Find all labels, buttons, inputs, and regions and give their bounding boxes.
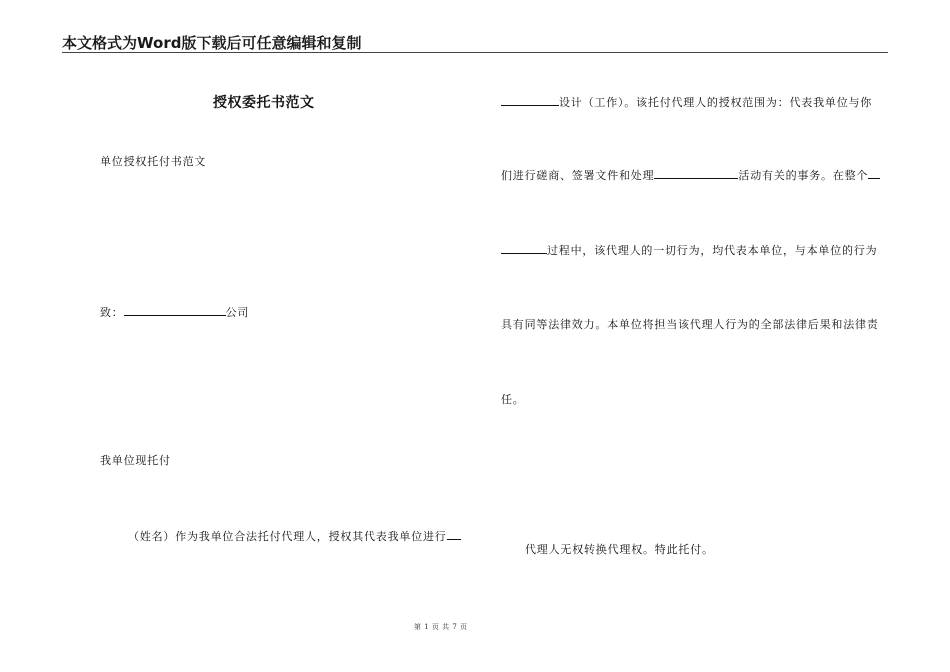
header-divider (62, 52, 888, 53)
scope-line-3-text: 过程中，该代理人的一切行为，均代表本单位，与本单位的行为 (547, 244, 878, 257)
scope-line-1-text: 设计（工作）。该托付代理人的授权范围为：代表我单位与你 (559, 96, 873, 109)
page-number: 第 1 页 共 7 页 (414, 623, 468, 631)
agent-line-text: （姓名）作为我单位合法托付代理人，授权其代表我单位进行 (128, 530, 447, 543)
company-blank (124, 305, 226, 316)
document-title: 授权委托书范文 (213, 95, 315, 111)
scope-line-4: 具有同等法律效力。本单位将担当该代理人行为的全部法律后果和法律责 (501, 318, 879, 331)
scope-line-3 (501, 243, 877, 258)
addressee-prefix: 致： (100, 306, 124, 319)
document-subtitle: 单位授权托付书范文 (100, 155, 207, 168)
design-blank (501, 95, 559, 106)
closing-line: 代理人无权转换代理权。特此托付。 (525, 543, 714, 556)
scope-line-5: 任。 (501, 393, 525, 406)
addressee-suffix: 公司 (225, 306, 250, 319)
activity-blank (654, 168, 738, 179)
scope-line-2 (501, 168, 880, 183)
scope-line-1 (501, 95, 872, 110)
process-blank-start (868, 168, 880, 179)
agent-line (128, 529, 461, 544)
entrust-line: 我单位现托付 (100, 454, 171, 467)
document-header: 本文格式为Word版下载后可任意编辑和复制 (62, 34, 362, 52)
project-blank (447, 529, 461, 540)
addressee-line (100, 305, 249, 320)
scope-line-2-prefix: 们进行磋商、签署文件和处理 (501, 169, 655, 182)
process-blank-end (501, 243, 547, 254)
scope-line-2-suffix: 活动有关的事务。在整个 (738, 169, 869, 182)
